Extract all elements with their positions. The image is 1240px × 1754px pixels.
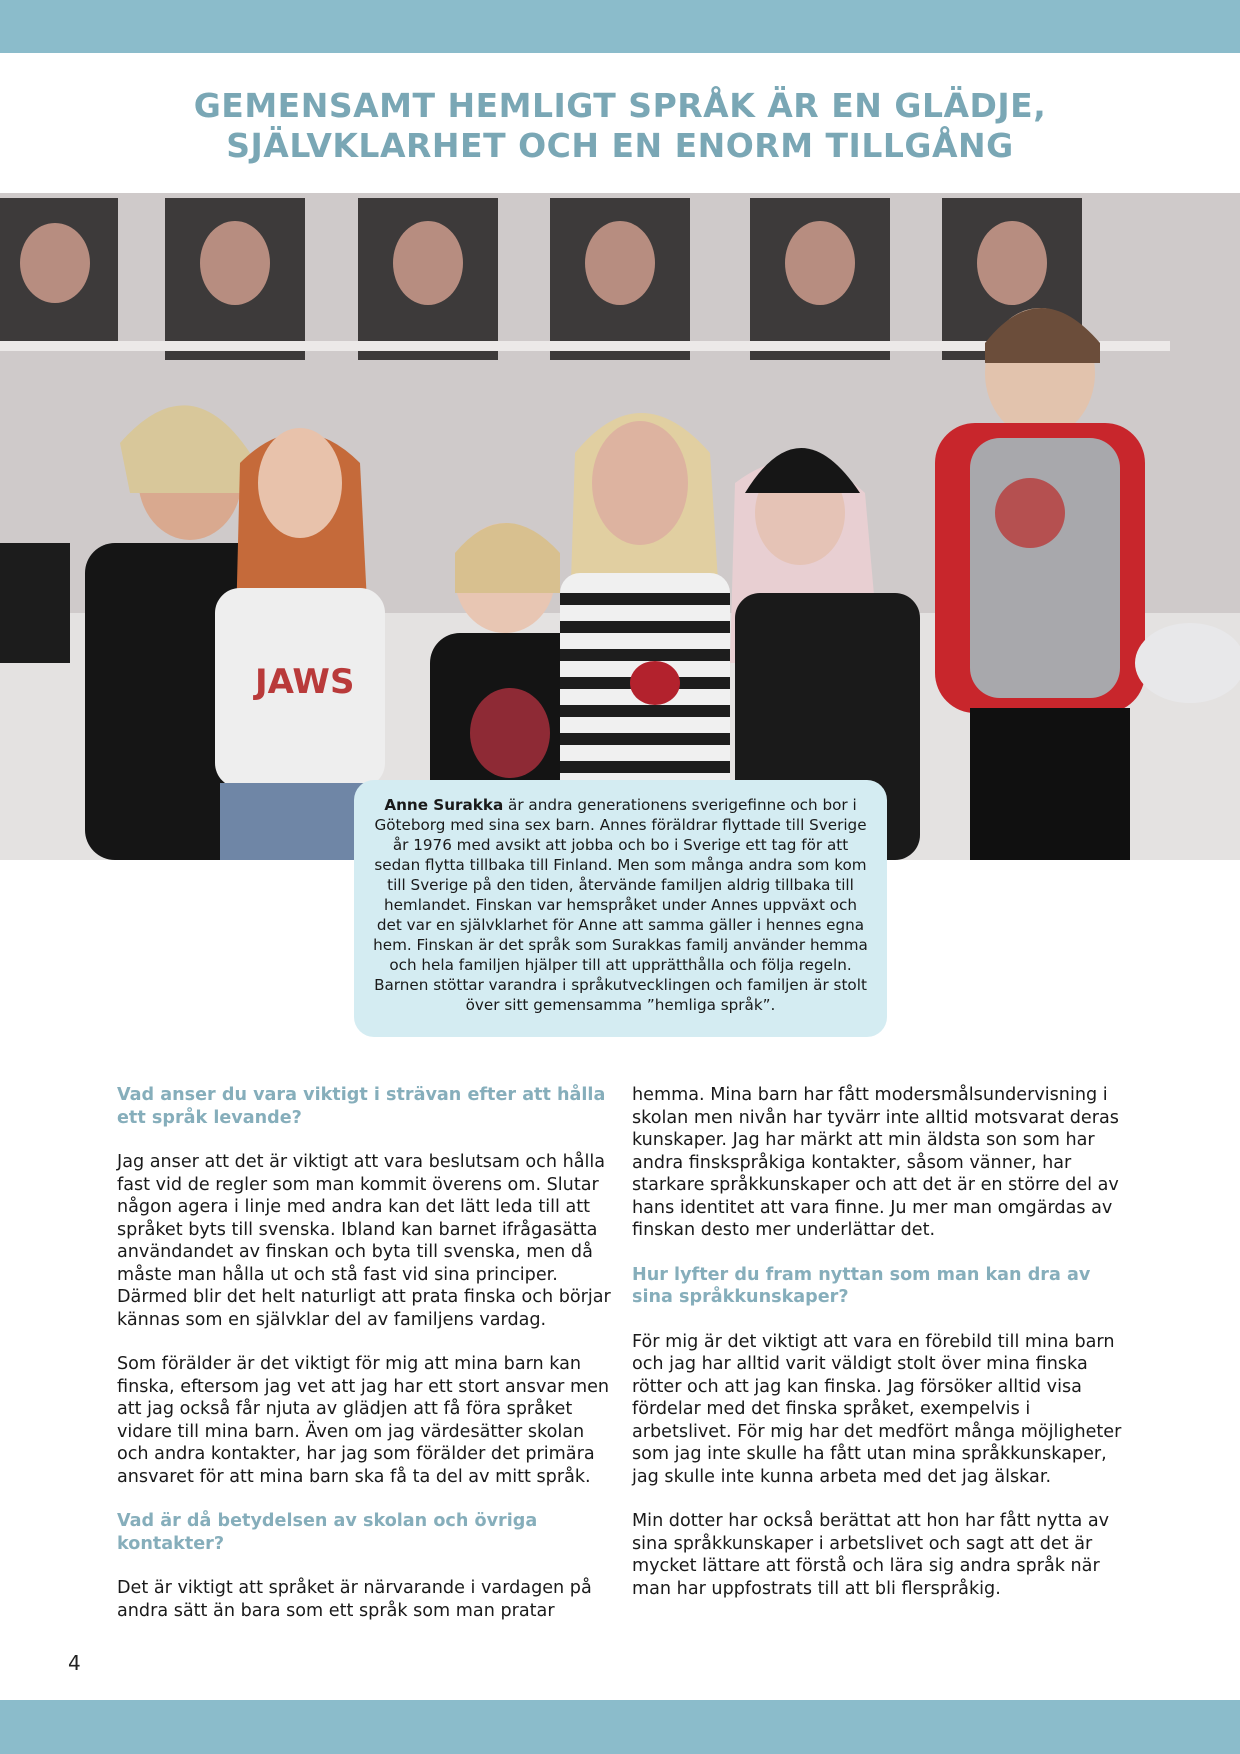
answer-3-paragraph-1: För mig är det viktigt att vara en förebild till mina barn och jag har alltid varit väldigt stolt över mina finska rötter och att jag kan finska. Jag försöker alltid visa fördelar med det finska språket, exempelvis i arbetslivet. För mig har det medfört många möjligheter som jag inte skulle ha fått utan mina språkkunskaper, jag skulle inte kunna arbeta med det jag älskar. [632, 1331, 1122, 1487]
answer-1-paragraph-2: Som förälder är det viktigt för mig att mina barn kan finska, eftersom jag vet att jag har ett stort ansvar men att jag också får njuta av glädjen att få föra språket vidare till mina barn. Även om jag värdesätter skolan och andra kontakter, har jag som förälder det primära ansvaret för att mina barn ska få ta del av mitt språk. [117, 1354, 610, 1487]
family-photo [0, 193, 1240, 860]
family-photo-illustration [0, 193, 1240, 860]
page-title [80, 86, 1160, 166]
answer-1-paragraph-1: Jag anser att det är viktigt att vara beslutsam och hålla fast vid de regler som man kommit överens om. Slutar någon agera i linje med andra kan det lätt leda till att språket byts till svenska. Ibland kan barnet ifrågasätta användandet av finskan och byta till svenska, men då måste man hålla ut och stå fast vid sina principer. Därmed blir det helt naturligt att prata finska och börjar kännas som en självklar del av familjens vardag. [117, 1152, 611, 1330]
caption-text: är andra generationens sverigefinne och bor i Göteborg med sina sex barn. Annes föräldrar flyttade till Sverige år 1976 med avsikt att jobba och bo i Sverige ett tag för att sedan flytta tillbaka till Finland. Men som många andra som kom till Sverige på den tiden, återvände familjen aldrig tillbaka till hemlandet. Finskan var hemspråket under Annes uppväxt och det var en självklarhet för Anne att samma gäller i hennes egna hem. Finskan är det språk som Surakkas familj använder hemma och hela familjen hjälper till att upprätthålla och följa regeln. Barnen stöttar varandra i språkutvecklingen och familjen är stolt över sitt gemensamma ”hemliga språk”. [373, 796, 868, 1014]
svg-text:JAWS: JAWS [255, 662, 355, 702]
question-heading-2: Vad är då betydelsen av skolan och övriga kontakter? [117, 1511, 538, 1554]
page-number: 4 [68, 1651, 81, 1675]
answer-2-paragraph-1-start: Det är viktigt att språket är närvarande i vardagen på andra sätt än bara som ett språk som man pratar [117, 1578, 592, 1621]
article-column-right [632, 1084, 1130, 1622]
title-line-1: GEMENSAMT HEMLIGT SPRÅK ÄR EN GLÄDJE, [193, 86, 1047, 125]
top-color-band [0, 0, 1240, 53]
answer-2-paragraph-1-end: hemma. Mina barn har fått modersmålsundervisning i skolan men nivån har tyvärr inte alltid motsvarat deras kunskaper. Jag har märkt att min äldsta son som har andra finskspråkiga kontakter, såsom vänner, har starkare språkkunskaper och att det är en större del av hans identitet att vara finne. Ju mer man omgärdas av finskan desto mer underlättar det. [632, 1085, 1119, 1240]
caption-name: Anne Surakka [384, 796, 504, 814]
question-heading-3: Hur lyfter du fram nyttan som man kan dra av sina språkkunskaper? [632, 1264, 1091, 1307]
article-column-left [117, 1084, 612, 1644]
title-line-2: SJÄLVKLARHET OCH EN ENORM TILLGÅNG [226, 126, 1014, 165]
question-heading-1: Vad anser du vara viktigt i strävan efter att hålla ett språk levande? [117, 1085, 606, 1128]
bottom-color-band [0, 1700, 1240, 1754]
answer-3-paragraph-2: Min dotter har också berättat att hon har fått nytta av sina språkkunskaper i arbetslivet och sagt att det är mycket lättare att förstå och lära sig andra språk när man har uppfostrats till att bli flerspråkig. [632, 1511, 1110, 1599]
photo-caption-box [354, 780, 887, 1037]
